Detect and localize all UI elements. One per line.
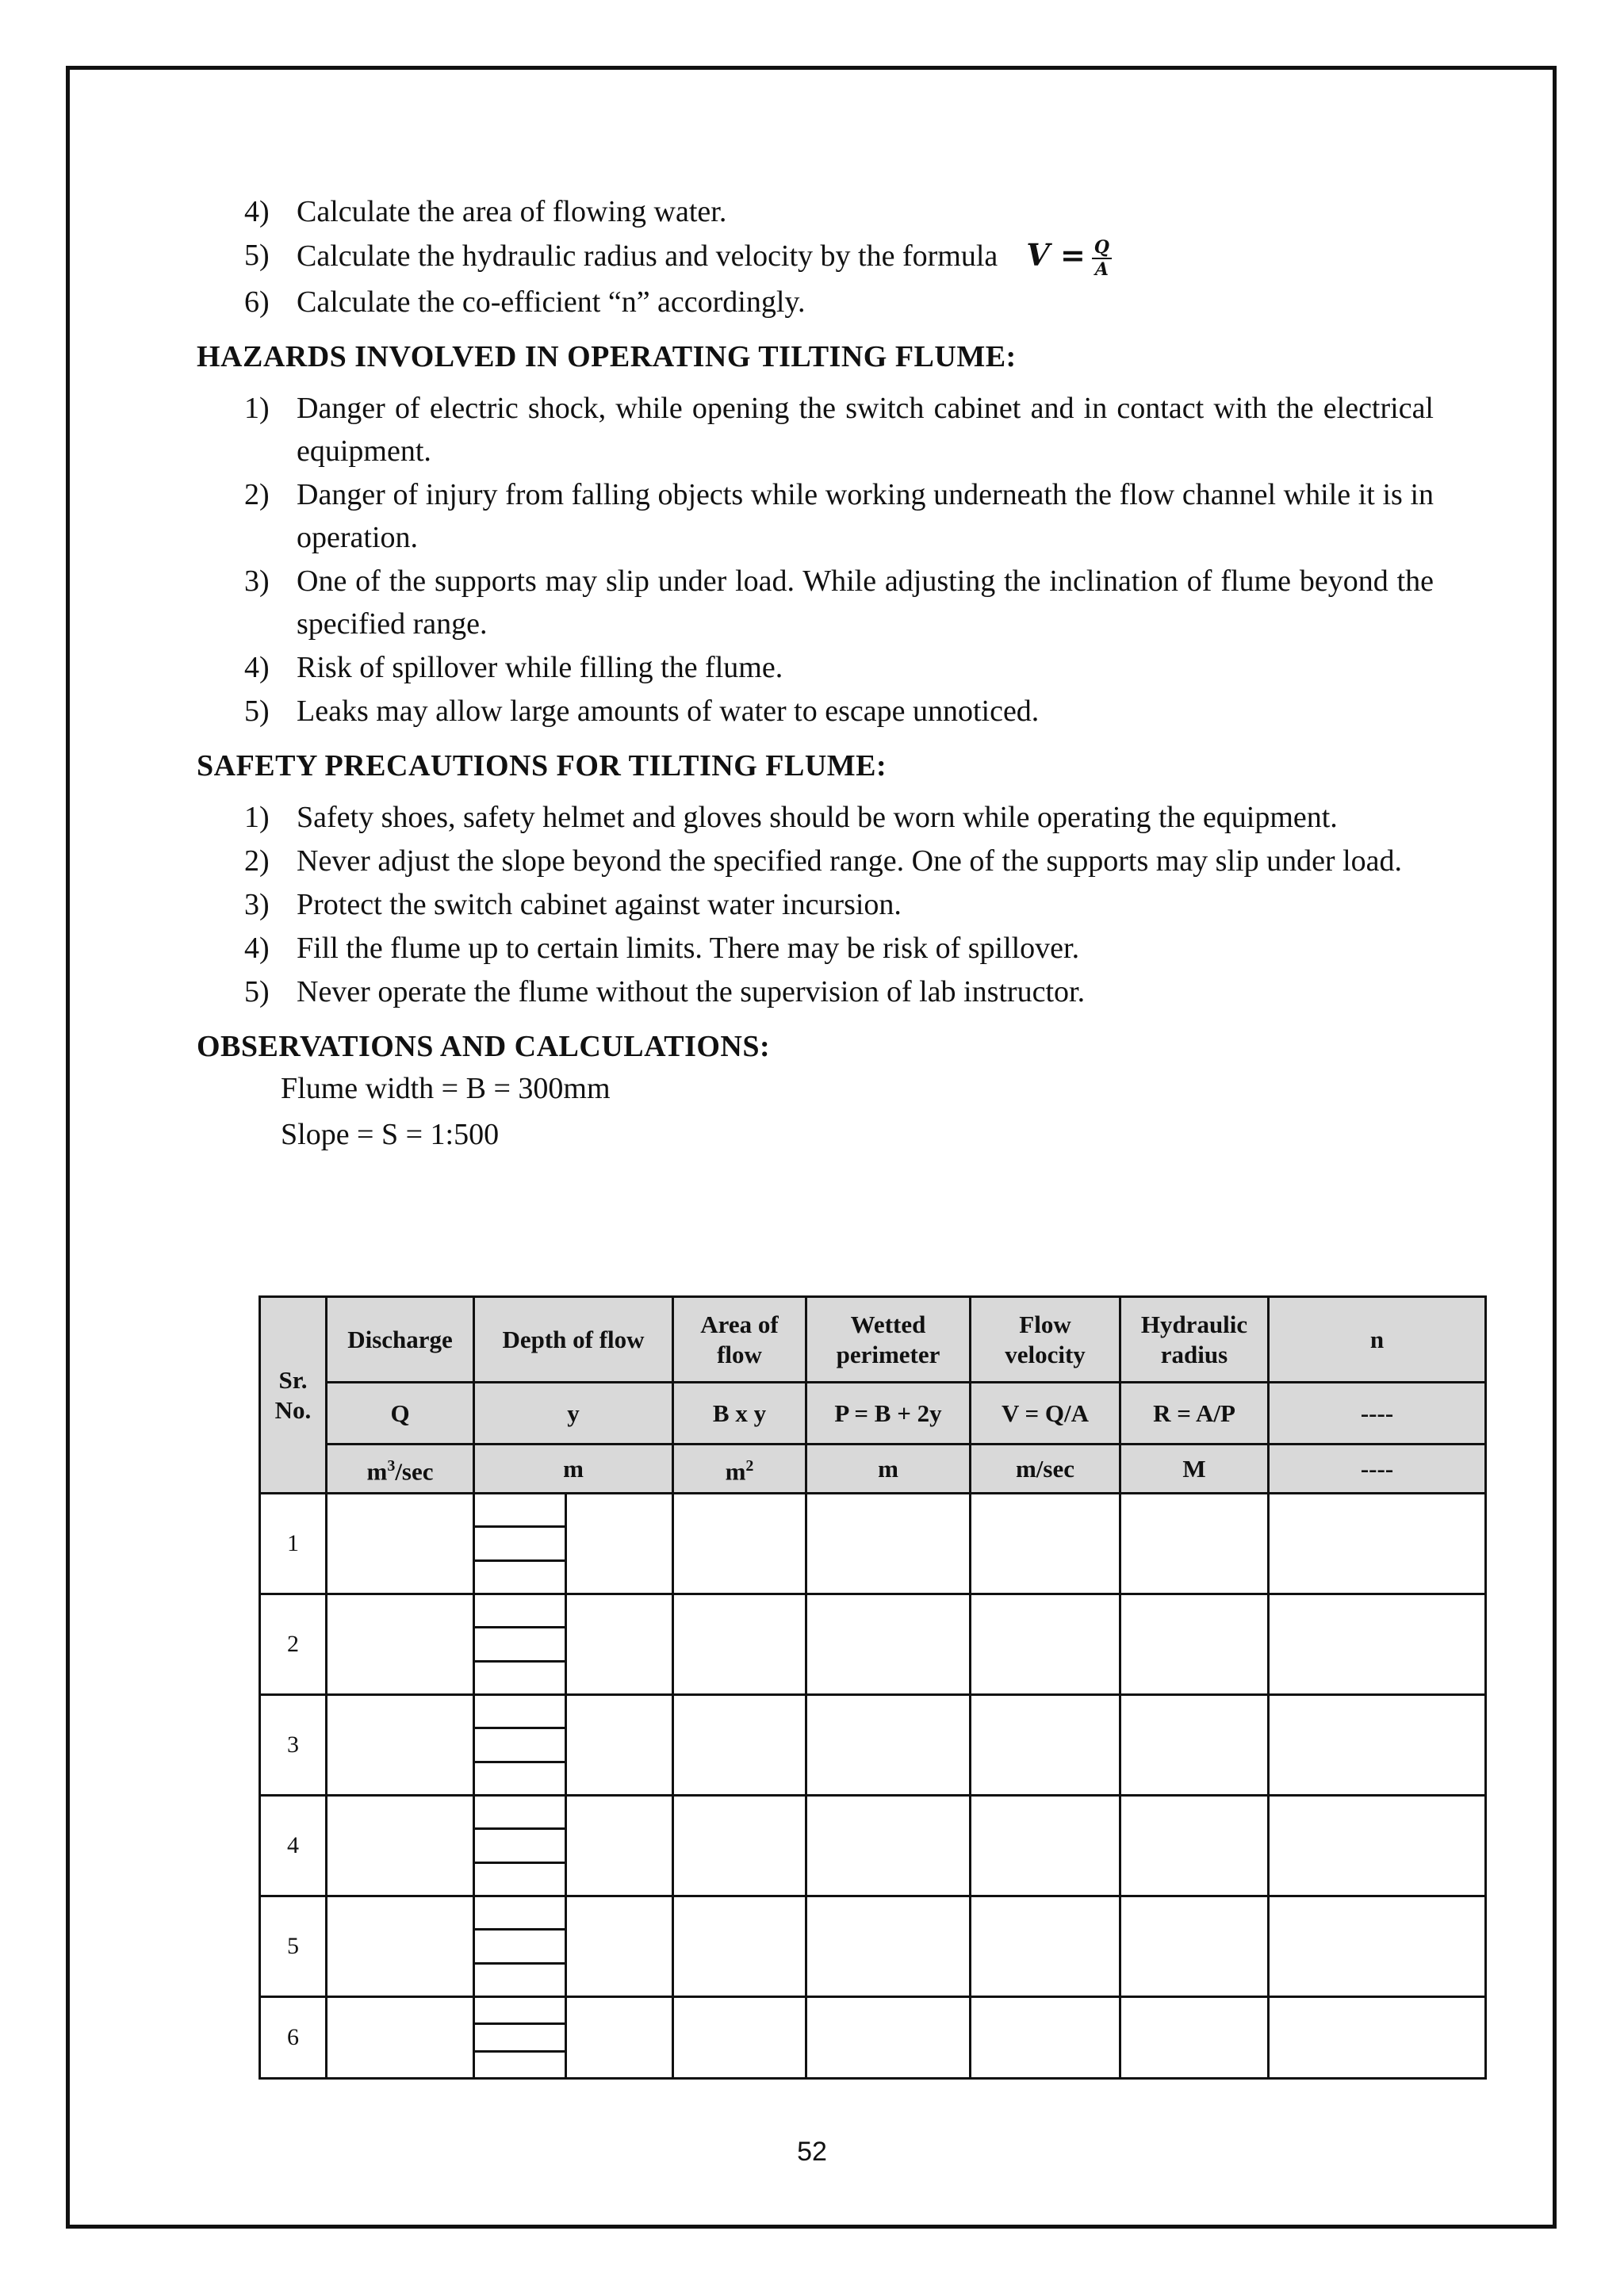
- depth-cell[interactable]: [474, 1695, 673, 1796]
- hazards-heading: HAZARDS INVOLVED IN OPERATING TILTING FLUME:: [197, 339, 1017, 373]
- symbol-cell: y: [474, 1383, 673, 1445]
- symbol-cell: P = B + 2y: [806, 1383, 971, 1445]
- unit-cell: M: [1120, 1445, 1269, 1494]
- symbol-cell: B x y: [673, 1383, 806, 1445]
- symbol-cell: Q: [327, 1383, 474, 1445]
- observations-heading: OBSERVATIONS AND CALCULATIONS:: [197, 1029, 771, 1063]
- symbol-cell: R = A/P: [1120, 1383, 1269, 1445]
- row-number: 5: [260, 1896, 327, 1997]
- depth-cell[interactable]: [474, 1494, 673, 1594]
- depth-cell[interactable]: [474, 1594, 673, 1695]
- safety-heading: SAFETY PRECAUTIONS FOR TILTING FLUME:: [197, 748, 887, 783]
- safety-item: 2) Never adjust the slope beyond the specified range. One of the supports may slip under load.: [244, 844, 1403, 878]
- depth-cell[interactable]: [474, 1997, 673, 2079]
- safety-list: [197, 796, 1434, 1013]
- col-header: Flow velocity: [971, 1297, 1120, 1383]
- step-6: 6) Calculate the co-efficient “n” accordingly.: [244, 285, 806, 319]
- table-row: [260, 1695, 1486, 1796]
- row-number: 6: [260, 1997, 327, 2079]
- table-row: [260, 1594, 1486, 1695]
- hazard-item: 5) Leaks may allow large amounts of water to escape unnoticed.: [244, 694, 1040, 728]
- col-header: Wetted perimeter: [806, 1297, 971, 1383]
- hazard-item: 1) Danger of electric shock, while opening the switch cabinet and in contact with the electrical equipment.: [244, 391, 1434, 468]
- unit-cell: $m^2$: [673, 1445, 806, 1494]
- table-row: [260, 1997, 1486, 2079]
- col-header: Area of flow: [673, 1297, 806, 1383]
- hazard-item: 3) One of the supports may slip under load. While adjusting the inclination of flume beyond the specified range.: [244, 564, 1434, 641]
- steps-list: [197, 190, 1434, 323]
- velocity-formula: V = $\frac{Q}{A}$: [1005, 237, 1112, 273]
- unit-cell: m/sec: [971, 1445, 1120, 1494]
- page-content: [197, 190, 1434, 1158]
- slope: Slope = S = 1:500: [281, 1117, 500, 1151]
- row-number: 4: [260, 1796, 327, 1896]
- safety-item: 3) Protect the switch cabinet against water incursion.: [244, 887, 902, 921]
- step-4: 4) Calculate the area of flowing water.: [244, 195, 727, 228]
- safety-item: 4) Fill the flume up to certain limits. There may be risk of spillover.: [244, 931, 1080, 965]
- symbol-cell: V = Q/A: [971, 1383, 1120, 1445]
- col-header: n: [1269, 1297, 1486, 1383]
- hazard-item: 2) Danger of injury from falling objects while working underneath the flow channel while it is in operation.: [244, 477, 1434, 554]
- hazard-item: 4) Risk of spillover while filling the flume.: [244, 650, 783, 684]
- depth-cell[interactable]: [474, 1896, 673, 1997]
- unit-cell: m: [474, 1445, 673, 1494]
- page-number: 52: [797, 2137, 827, 2167]
- col-header: Discharge: [327, 1297, 474, 1383]
- formula-fraction: $\frac{Q}{A}$: [1092, 237, 1112, 280]
- row-number: 1: [260, 1494, 327, 1594]
- symbol-cell: ----: [1269, 1383, 1486, 1445]
- observation-table: [259, 1295, 1487, 2080]
- row-number: 2: [260, 1594, 327, 1695]
- col-header: Depth of flow: [474, 1297, 673, 1383]
- hazards-list: [197, 387, 1434, 733]
- table-row: [260, 1796, 1486, 1896]
- table-row: [260, 1896, 1486, 1997]
- table-row: [260, 1494, 1486, 1594]
- safety-item: 1) Safety shoes, safety helmet and gloves should be worn while operating the equipment.: [244, 800, 1338, 834]
- unit-cell: ----: [1269, 1445, 1486, 1494]
- row-number: 3: [260, 1695, 327, 1796]
- unit-cell: m: [806, 1445, 971, 1494]
- sr-no-header: Sr. No.: [260, 1297, 327, 1494]
- col-header: Hydraulic radius: [1120, 1297, 1269, 1383]
- step-5: 5) Calculate the hydraulic radius and velocity by the formula V = $\frac{Q}{A}$: [197, 234, 1434, 280]
- depth-cell[interactable]: [474, 1796, 673, 1896]
- unit-cell: $m^3/\sec$: [327, 1445, 474, 1494]
- flume-width: Flume width = B = 300mm: [281, 1071, 611, 1105]
- safety-item: 5) Never operate the flume without the supervision of lab instructor.: [244, 974, 1086, 1008]
